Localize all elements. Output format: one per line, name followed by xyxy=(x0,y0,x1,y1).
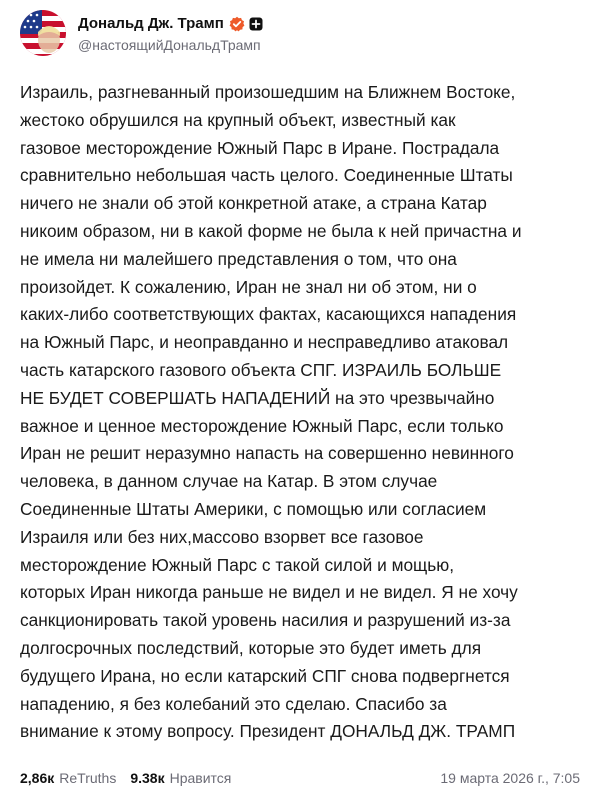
retruths-stat[interactable] xyxy=(20,770,116,786)
post-footer xyxy=(20,767,580,789)
likes-count: 9.38к xyxy=(130,770,165,786)
plus-badge-icon xyxy=(249,17,263,31)
name-row xyxy=(78,14,263,34)
post-body-text: Израиль, разгневанный произошедшим на Ближнем Востоке, жестоко обрушился на крупный объект, известный как газовое месторождение Южный Парс в Иране. Пострадала сравнительно небольшая часть целого. Соединенные Штаты ничего не знали об этой конкретной атаке, а страна Катар никоим образом, ни в какой форме не была к ней причастна и не имела ни малейшего представления о том, что она произойдет. К сожалению, Иран не знал ни об этом, ни о каких-либо соответствующих фактах, касающихся нападения на Южный Парс, и неоправданно и несправедливо атаковал часть катарского газового объекта СПГ. ИЗРАИЛЬ БОЛЬШЕ НЕ БУДЕТ СОВЕРШАТЬ НАПАДЕНИЙ на это чрезвычайно важное и ценное месторождение Южный Парс, если только Иран не решит неразумно напасть на совершенно невинного человека, в данном случае на Катар. В этом случае Соединенные Штаты Америки, с помощью или согласием Израиля или без них,массово взорвет все газовое месторождение Южный Парс с такой силой и мощью, которых Иран никогда раньше не видел и не видел. Я не хочу санкционировать такой уровень насилия и разрушений из-за долгосрочных последствий, которые это будет иметь для будущего Ирана, но если катарский СПГ снова подвергнется нападению, я без колебаний это сделаю. Спасибо за внимание к этому вопросу. Президент ДОНАЛЬД ДЖ. ТРАМП xyxy=(20,82,522,742)
avatar[interactable] xyxy=(20,10,66,56)
author-display-name[interactable]: Дональд Дж. Трамп xyxy=(78,15,224,32)
retruths-count: 2,86к xyxy=(20,770,55,786)
author-handle[interactable]: @настоящийДональдТрамп xyxy=(78,36,261,53)
author-identity xyxy=(78,14,263,53)
post-header xyxy=(20,10,263,56)
likes-label: Нравится xyxy=(169,770,232,786)
post-timestamp[interactable]: 19 марта 2026 г., 7:05 xyxy=(440,770,580,786)
verified-check-icon xyxy=(229,16,245,32)
avatar-flag-image xyxy=(20,10,66,56)
likes-stat[interactable] xyxy=(130,770,231,786)
retruths-label: ReTruths xyxy=(59,770,117,786)
